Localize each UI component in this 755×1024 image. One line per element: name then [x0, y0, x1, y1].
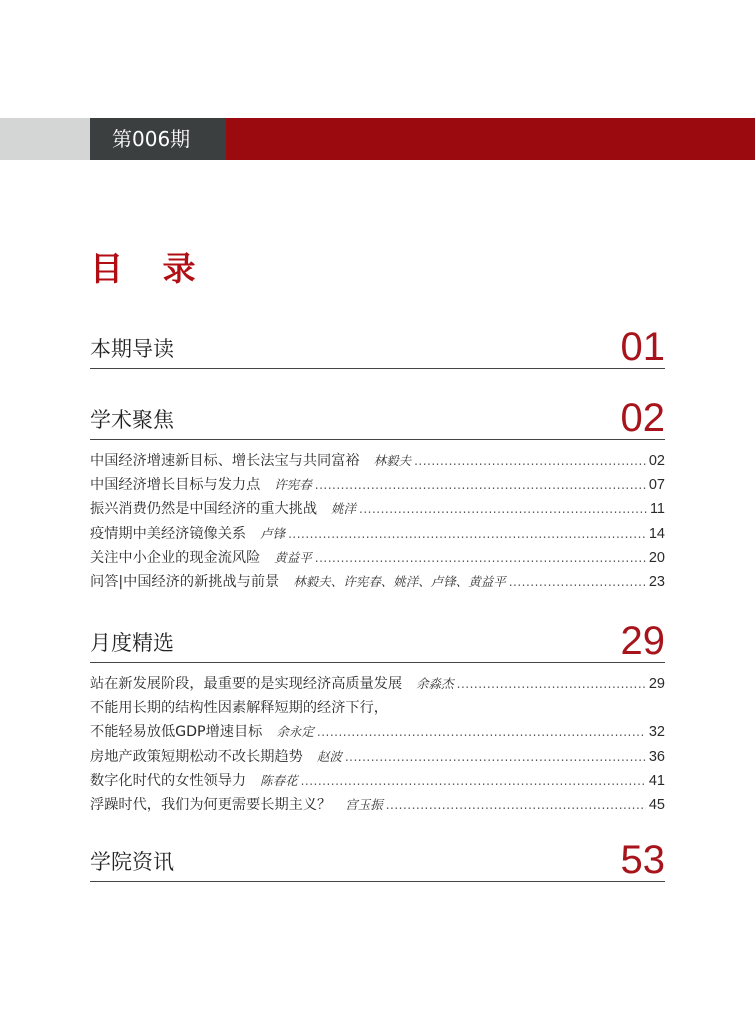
entry-title: 房地产政策短期松动不改长期趋势 [90, 748, 303, 765]
entry-title: 中国经济增长目标与发力点 [90, 477, 261, 494]
leader-dots [301, 769, 646, 793]
section-header[interactable] [90, 835, 665, 882]
section-name: 本期导读 [90, 337, 174, 361]
section-name: 学院资讯 [90, 850, 174, 874]
toc-entry[interactable] [90, 745, 665, 769]
entry-title: 中国经济增速新目标、增长法宝与共同富裕 [90, 453, 360, 469]
entry-title: 不能轻易放低GDP增速目标 [90, 724, 263, 741]
banner-red-block [226, 118, 755, 160]
toc-entry-continued[interactable] [90, 696, 665, 720]
toc-entry[interactable] [90, 720, 665, 744]
entry-author: 宫玉振 [345, 796, 383, 812]
toc-entry[interactable] [90, 793, 665, 817]
section-school-news [90, 835, 665, 882]
section-reading-guide [90, 322, 665, 369]
toc-entry[interactable] [90, 522, 665, 546]
toc-title: 目 录 [90, 249, 210, 288]
entry-author: 姚洋 [331, 501, 357, 517]
section-header[interactable] [90, 616, 665, 663]
entry-title: 不能用长期的结构性因素解释短期的经济下行， [90, 700, 388, 717]
section-header[interactable] [90, 322, 665, 369]
section-monthly-picks [90, 616, 665, 817]
entry-page: 02 [648, 453, 665, 469]
leader-dots [386, 793, 646, 817]
toc-entry[interactable] [90, 449, 665, 473]
entry-page: 29 [648, 676, 665, 692]
entry-page: 32 [648, 724, 665, 741]
section-page: 01 [620, 325, 665, 369]
entry-title: 关注中小企业的现金流风险 [90, 549, 261, 566]
entry-title: 浮躁时代，我们为何更需要长期主义？ [90, 796, 332, 813]
toc-entry[interactable] [90, 497, 665, 521]
banner-gray-block [0, 118, 90, 160]
toc-entry[interactable] [90, 769, 665, 793]
entry-page: 07 [648, 477, 665, 494]
entry-author: 余淼杰 [416, 676, 454, 691]
entry-title: 站在新发展阶段，最重要的是实现经济高质量发展 [90, 676, 403, 692]
section-name: 月度精选 [90, 631, 174, 655]
leader-dots [345, 745, 646, 769]
leader-dots [414, 449, 646, 473]
toc-entry[interactable] [90, 570, 665, 594]
section-academic-focus [90, 393, 665, 594]
entry-page: 11 [649, 501, 665, 518]
leader-dots [509, 570, 646, 594]
issue-banner [0, 118, 755, 160]
entry-title: 数字化时代的女性领导力 [90, 772, 247, 789]
entry-page: 14 [648, 525, 665, 542]
entry-author: 黄益平 [274, 549, 312, 565]
section-page: 29 [620, 619, 665, 663]
entry-page: 41 [648, 772, 665, 789]
entry-page: 36 [648, 748, 665, 765]
leader-dots [317, 720, 646, 744]
entry-author: 陈春花 [260, 772, 298, 788]
entry-page: 20 [648, 549, 665, 566]
toc-entry[interactable] [90, 672, 665, 696]
entry-author: 林毅夫、许宪春、姚洋、卢锋、黄益平 [293, 573, 506, 589]
section-header[interactable] [90, 393, 665, 440]
entry-page: 45 [648, 796, 665, 813]
entry-author: 林毅夫 [373, 453, 412, 468]
section-page: 53 [620, 838, 665, 882]
entry-title: 问答|中国经济的新挑战与前景 [90, 573, 280, 590]
toc-entry[interactable] [90, 473, 665, 497]
leader-dots [457, 672, 646, 696]
leader-dots [359, 497, 647, 521]
leader-dots [288, 522, 646, 546]
leader-dots [315, 473, 646, 497]
section-page: 02 [620, 396, 665, 440]
entry-title: 疫情期中美经济镜像关系 [90, 525, 247, 542]
entry-title: 振兴消费仍然是中国经济的重大挑战 [90, 501, 318, 518]
issue-label: 第006期 [90, 118, 226, 160]
section-name: 学术聚焦 [90, 408, 174, 432]
entry-author: 卢锋 [260, 525, 286, 541]
entry-author: 许宪春 [274, 477, 312, 493]
entry-page: 23 [648, 573, 665, 590]
leader-dots [315, 546, 646, 570]
toc-entry[interactable] [90, 546, 665, 570]
entry-author: 余永定 [276, 724, 314, 740]
entry-author: 赵波 [316, 748, 342, 764]
